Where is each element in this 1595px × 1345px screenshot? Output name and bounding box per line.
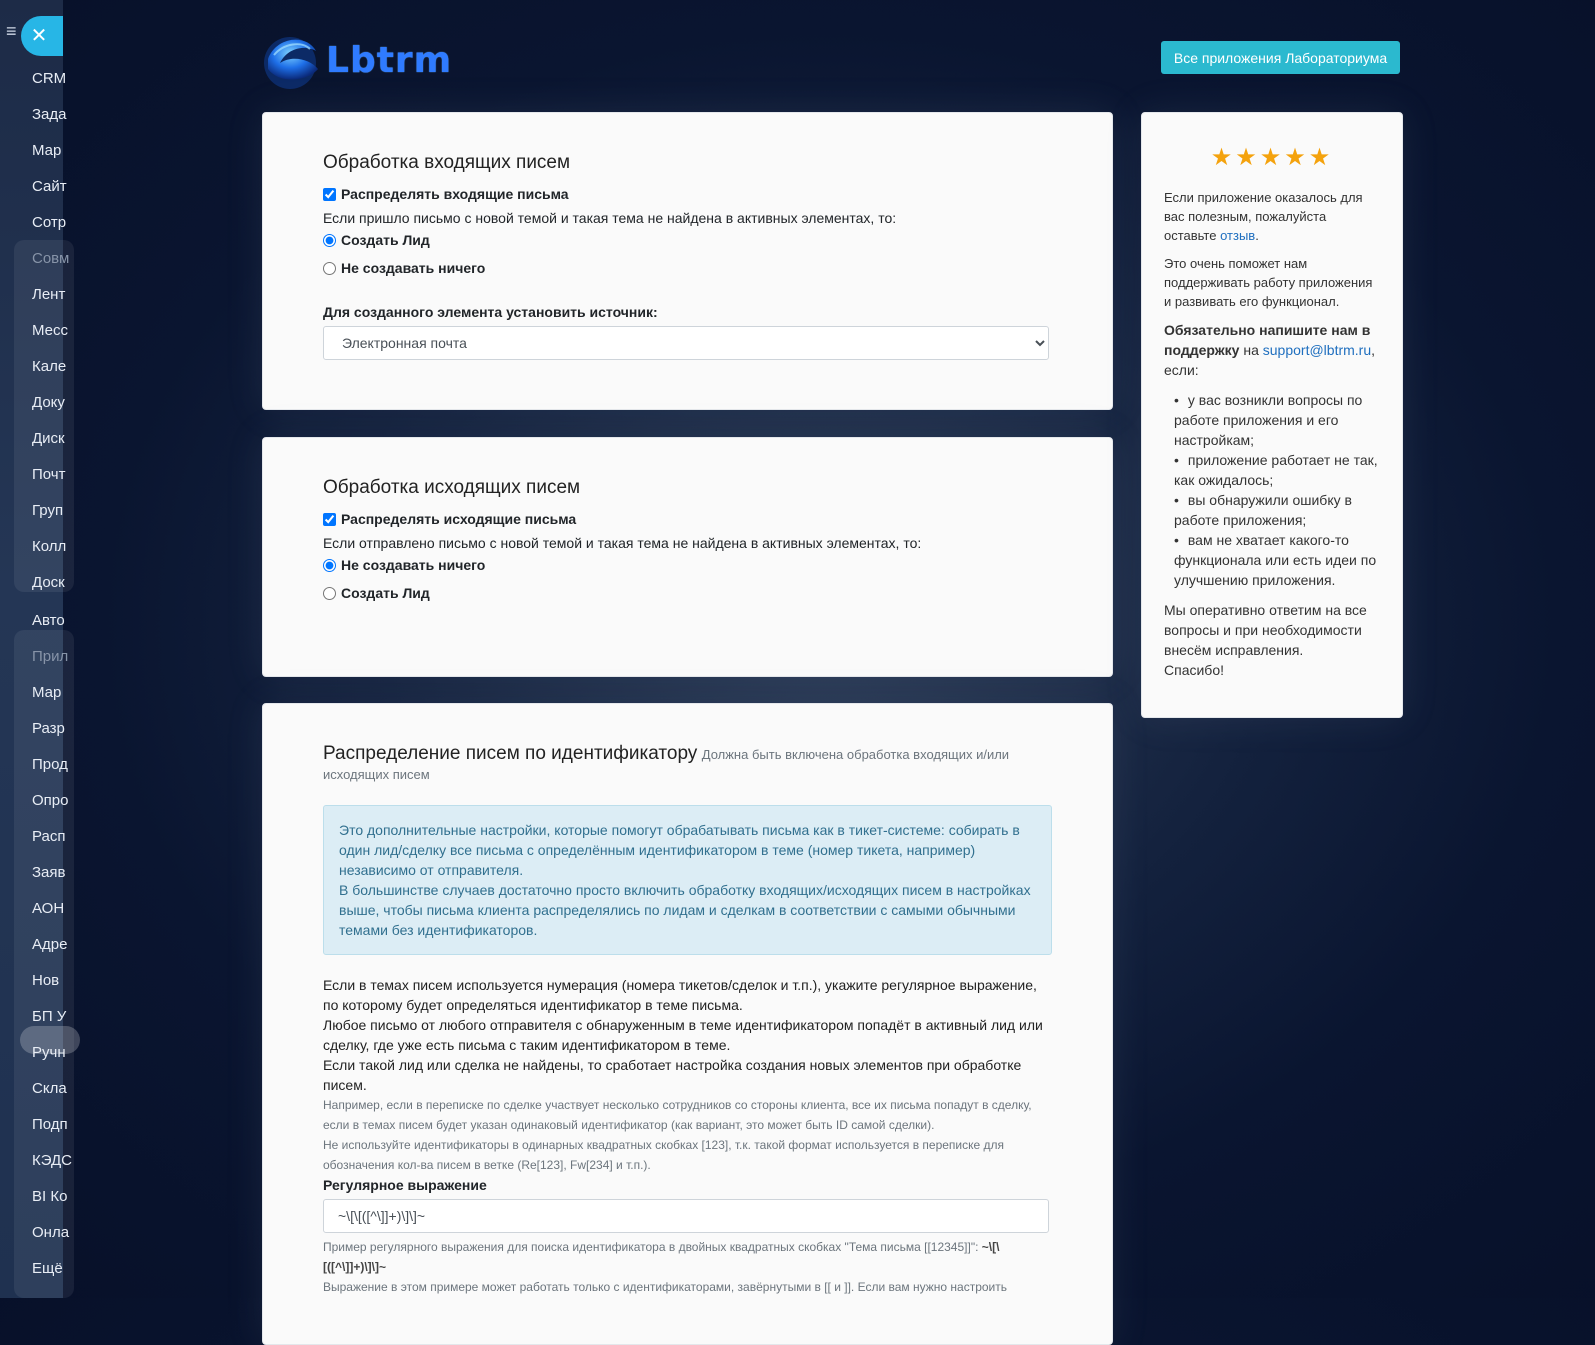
incoming-create-lead-radio[interactable] xyxy=(323,234,336,247)
sidebar-item[interactable]: КЭДС xyxy=(32,1152,73,1169)
feedback-p5: Спасибо! xyxy=(1164,662,1224,678)
sidebar-item[interactable]: Ещё xyxy=(32,1260,63,1277)
list-item-text: приложение работает не так, как ожидалось; xyxy=(1174,452,1378,488)
sidebar-item[interactable]: Доку xyxy=(32,394,65,411)
sidebar-item[interactable]: Расп xyxy=(32,828,66,845)
list-item-text: вам не хватает какого-то функционала или есть идеи по улучшению приложения. xyxy=(1174,532,1377,588)
sidebar-item[interactable]: Груп xyxy=(32,502,64,519)
outgoing-title: Обработка исходящих писем xyxy=(323,477,581,498)
all-apps-button[interactable]: Все приложения Лабораториума xyxy=(1161,41,1400,74)
logo-wave-icon xyxy=(262,29,324,91)
sidebar-item[interactable]: Совм xyxy=(32,250,70,267)
review-link[interactable]: отзыв xyxy=(1220,228,1256,243)
incoming-title: Обработка входящих писем xyxy=(323,152,571,173)
sidebar-item[interactable]: Колл xyxy=(32,538,67,555)
identifier-note-2: Не используйте идентификаторы в одинарных квадратных скобках [123], т.к. такой формат используется в переписке для обозначения кол-ва писем в ветке (Re[123], Fw[234] и т.п.). xyxy=(323,1138,1005,1172)
rating-stars-icon[interactable]: ★★★★★ xyxy=(1210,144,1334,171)
sidebar-item[interactable]: Сотр xyxy=(32,214,67,231)
incoming-distribute-checkbox[interactable] xyxy=(323,188,336,201)
sidebar-item[interactable]: BI Ко xyxy=(32,1188,68,1205)
sidebar-item[interactable]: БП У xyxy=(32,1008,67,1025)
info-text-1: Это дополнительные настройки, которые помогут обрабатывать письма как в тикет-системе: собирать в один лид/сделку все письма с определённым идентификатором в теме (номер тикета, например) независимо от отправителя. xyxy=(339,822,1020,878)
list-item: • приложение работает не так, как ожидалось; xyxy=(1174,452,1378,488)
feedback-p3-end: , если: xyxy=(1164,342,1376,378)
regex-input[interactable] xyxy=(323,1199,1049,1233)
menu-burger-icon[interactable]: ≡ xyxy=(6,21,17,41)
outgoing-option-create-row[interactable] xyxy=(323,585,1052,601)
sidebar-item[interactable]: Нов xyxy=(32,972,60,989)
incoming-description: Если пришло письмо с новой темой и такая тема не найдена в активных элементах, то: xyxy=(323,210,897,226)
incoming-distribute-checkbox-row[interactable] xyxy=(323,186,1052,202)
sidebar-item[interactable]: Прил xyxy=(32,648,69,665)
source-select-wrap xyxy=(323,326,1052,360)
regex-label: Регулярное выражение xyxy=(323,1177,487,1193)
feedback-card xyxy=(1141,112,1403,718)
outgoing-option-nothing-row[interactable] xyxy=(323,557,1052,573)
regex-example-more: Выражение в этом примере может работать только с идентификаторами, завёрнутыми в [[ и ]]. Если вам нужно настроить xyxy=(323,1280,1007,1294)
outgoing-distribute-checkbox-row[interactable] xyxy=(323,511,1052,527)
outgoing-create-nothing-label: Не создавать ничего xyxy=(341,557,486,573)
sidebar-item[interactable]: Заяв xyxy=(32,864,66,881)
outgoing-distribute-label: Распределять исходящие письма xyxy=(341,511,577,527)
sidebar-item[interactable]: АОН xyxy=(32,900,65,917)
incoming-card xyxy=(262,112,1113,410)
support-email-link[interactable]: support@lbtrm.ru xyxy=(1262,342,1372,358)
identifier-info-box xyxy=(323,805,1052,955)
feedback-p1 xyxy=(1164,188,1380,245)
sidebar-item[interactable]: Сайт xyxy=(32,178,67,195)
feedback-p3-bold: Обязательно напишите нам в поддержку xyxy=(1164,322,1371,358)
identifier-para-2: Любое письмо от любого отправителя с обнаруженным в теме идентификатором попадёт в активный лид или сделку, где уже есть письма с таким идентификатором в теме. xyxy=(323,1017,1043,1053)
source-label: Для созданного элемента установить источник: xyxy=(323,304,658,320)
incoming-create-nothing-label: Не создавать ничего xyxy=(341,260,486,276)
info-text-2: В большинстве случаев достаточно просто включить обработку входящих/исходящих писем в настройках выше, чтобы письма клиента распределялись по лидам и сделкам в соответствии с самыми обычными темами без идентификаторов. xyxy=(339,882,1031,938)
identifier-subtitle: Должна быть включена обработка входящих и/или исходящих писем xyxy=(323,747,1010,782)
sidebar-item[interactable]: Подп xyxy=(32,1116,68,1133)
list-item-text: вы обнаружили ошибку в работе приложения; xyxy=(1174,492,1352,528)
feedback-p4: Мы оперативно ответим на все вопросы и при необходимости внесём исправления. xyxy=(1164,602,1367,658)
logo-text: Lbtrm xyxy=(326,39,453,81)
feedback-p3-mid: на xyxy=(1239,342,1263,358)
identifier-title: Распределение писем по идентификатору xyxy=(323,743,698,764)
identifier-body xyxy=(323,975,1052,1175)
sidebar-item[interactable]: Кале xyxy=(32,358,67,375)
left-sidebar xyxy=(0,0,73,1298)
sidebar-item[interactable]: Почт xyxy=(32,466,66,483)
sidebar-item[interactable]: Опро xyxy=(32,792,69,809)
sidebar-item[interactable]: Лент xyxy=(32,286,66,303)
identifier-note-1: Например, если в переписке по сделке участвует несколько сотрудников со стороны клиента, все их письма попадут в сделку, если в темах писем будет указан одинаковый идентификатор (как вариант, это может быть ID самой сделки). xyxy=(323,1098,1032,1132)
outgoing-create-nothing-radio[interactable] xyxy=(323,559,336,572)
sidebar-item[interactable]: Прод xyxy=(32,756,68,773)
list-item: • вам не хватает какого-то функционала или есть идеи по улучшению приложения. xyxy=(1174,532,1377,588)
sidebar-item[interactable]: Онла xyxy=(32,1224,70,1241)
sidebar-item[interactable]: Диск xyxy=(32,430,65,447)
incoming-create-lead-label: Создать Лид xyxy=(341,232,430,248)
sidebar-item[interactable]: Ручн xyxy=(32,1044,66,1061)
feedback-p1-text: Если приложение оказалось для вас полезным, пожалуйста оставьте xyxy=(1164,190,1363,243)
regex-input-wrap xyxy=(323,1199,1052,1233)
identifier-para-3: Если такой лид или сделка не найдены, то сработает настройка создания новых элементов при обработке писем. xyxy=(323,1057,1022,1093)
regex-example xyxy=(323,1237,1052,1277)
outgoing-description: Если отправлено письмо с новой темой и такая тема не найдена в активных элементах, то: xyxy=(323,535,922,551)
feedback-reasons-list xyxy=(1164,390,1380,590)
identifier-card xyxy=(262,703,1113,1345)
outgoing-create-lead-label: Создать Лид xyxy=(341,585,430,601)
sidebar-item[interactable]: Авто xyxy=(32,612,65,629)
sidebar-item[interactable]: Скла xyxy=(32,1080,67,1097)
list-item-text: у вас возникли вопросы по работе приложения и его настройкам; xyxy=(1174,392,1363,448)
sidebar-item[interactable]: Доск xyxy=(32,574,65,591)
identifier-heading xyxy=(323,744,1052,785)
sidebar-item[interactable]: Месс xyxy=(32,322,69,339)
feedback-p3 xyxy=(1164,320,1380,380)
feedback-p2: Это очень поможет нам поддерживать работу приложения и развивать его функционал. xyxy=(1164,256,1373,309)
sidebar-item[interactable]: Мар xyxy=(32,684,62,701)
feedback-p1-end: . xyxy=(1255,228,1259,243)
sidebar-item[interactable]: CRM xyxy=(32,70,67,87)
list-item: • вы обнаружили ошибку в работе приложения; xyxy=(1174,492,1352,528)
list-item: • у вас возникли вопросы по работе приложения и его настройкам; xyxy=(1174,392,1363,448)
sidebar-item[interactable]: Зада xyxy=(32,106,67,123)
regex-example-text: Пример регулярного выражения для поиска идентификатора в двойных квадратных скобках "Тема письма [[12345]]": xyxy=(323,1240,982,1254)
outgoing-distribute-checkbox[interactable] xyxy=(323,513,336,526)
app-logo[interactable] xyxy=(262,30,452,90)
outgoing-create-lead-radio[interactable] xyxy=(323,587,336,600)
identifier-para-1: Если в темах писем используется нумерация (номера тикетов/сделок и т.п.), укажите регулярное выражение, по которому будет определяться идентификатор в теме письма. xyxy=(323,977,1037,1013)
incoming-distribute-label: Распределять входящие письма xyxy=(341,186,569,202)
sidebar-item[interactable]: Разр xyxy=(32,720,65,737)
source-select[interactable] xyxy=(323,326,1049,360)
incoming-option-nothing-row[interactable] xyxy=(323,260,1052,276)
close-icon[interactable]: ✕ xyxy=(21,16,63,56)
incoming-create-nothing-radio[interactable] xyxy=(323,262,336,275)
outgoing-card xyxy=(262,437,1113,677)
sidebar-item[interactable]: Адре xyxy=(32,936,68,953)
incoming-option-create-row[interactable] xyxy=(323,232,1052,248)
sidebar-item[interactable]: Мар xyxy=(32,142,62,159)
regex-example-code: ~\[\[([^\]]+)\]\]~ xyxy=(323,1240,1000,1274)
